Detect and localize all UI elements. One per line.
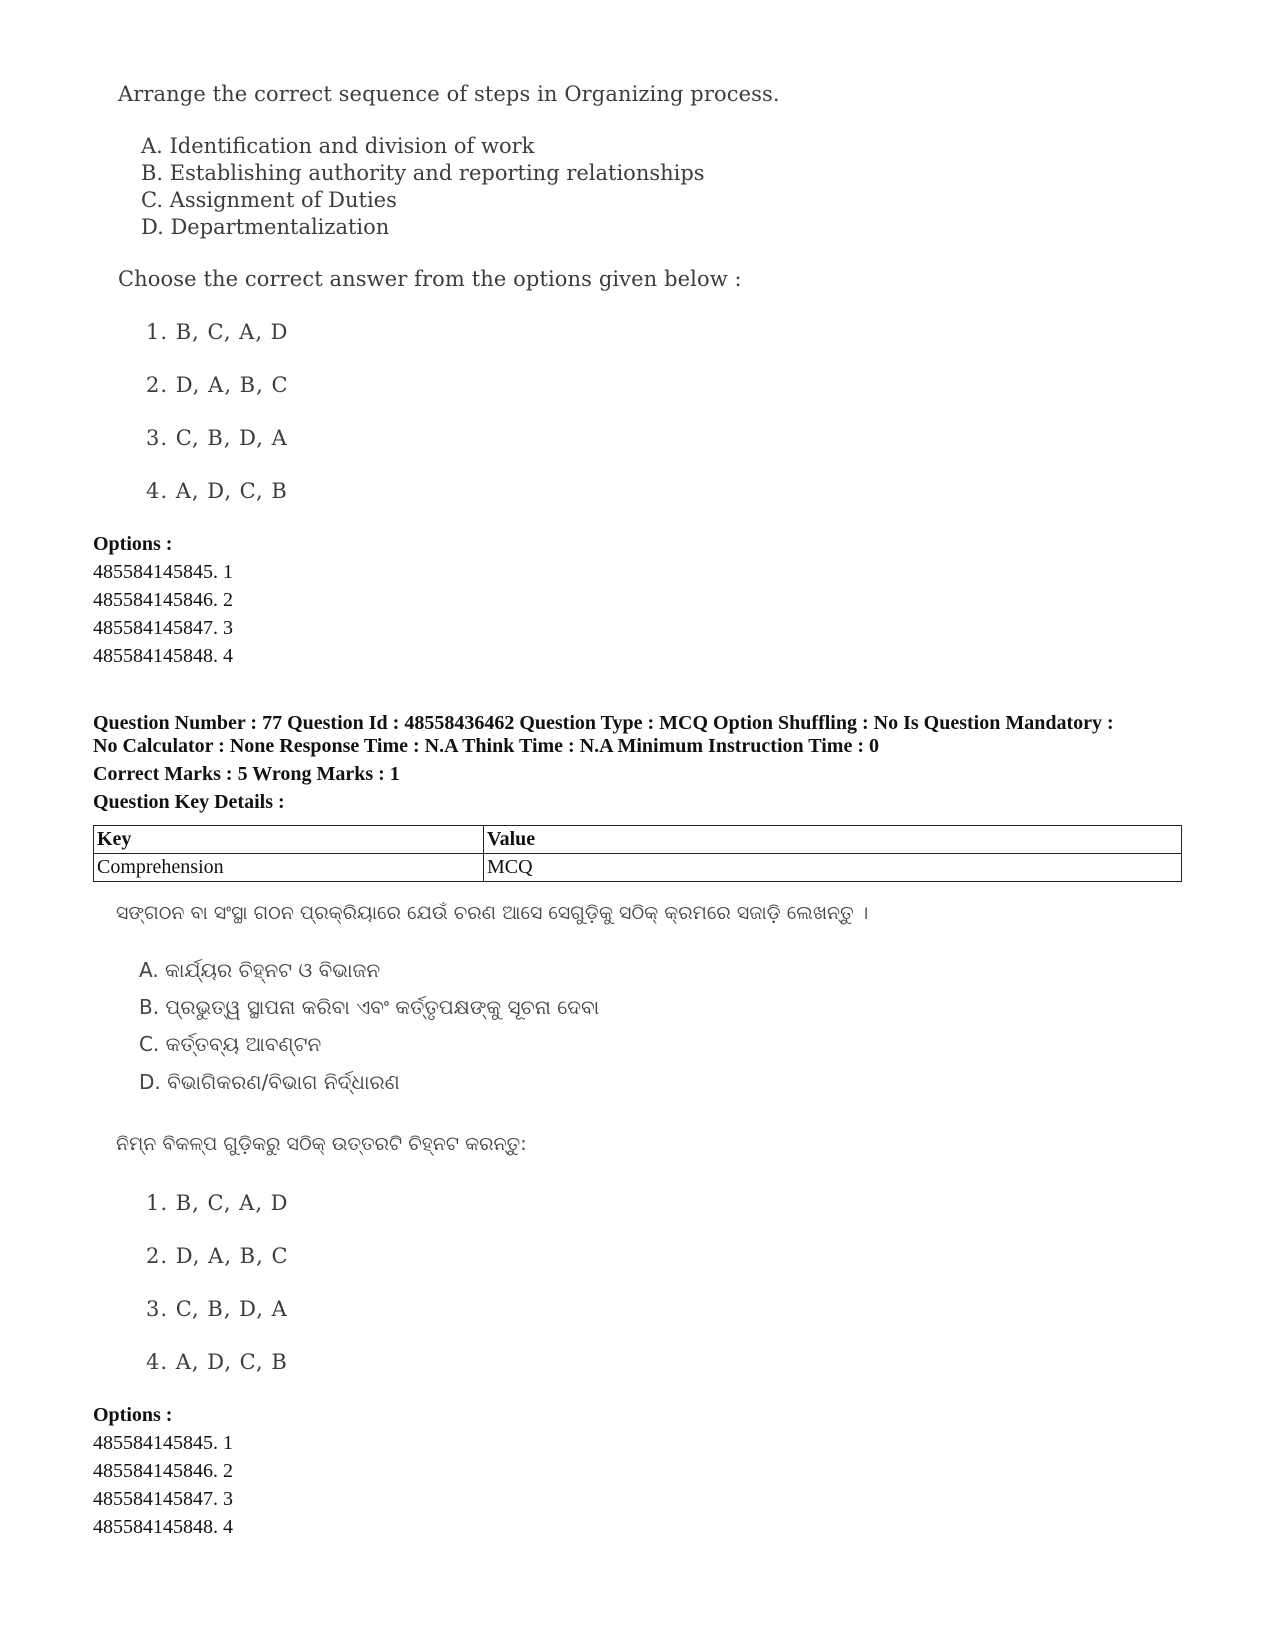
question-instruction: Choose the correct answer from the options given below : [118,267,742,291]
table-cell-key: Comprehension [94,854,484,882]
question-item-b-odia: B. ପ୍ରଭୁତ୍ୱ ସ୍ଥାପନା କରିବା ଏବଂ କର୍ତ୍ତୃପକ୍ଷଙ୍କୁ ସୂଚନା ଦେବା [139,995,600,1019]
question-meta-line2: No Calculator : None Response Time : N.A Think Time : N.A Minimum Instruction Time : 0 [93,735,879,757]
option-item: 485584145847. 3 [93,617,233,639]
question-item-d: D. Departmentalization [141,215,390,239]
question-item-a-odia: A. କାର୍ଯ୍ୟର ଚିହ୍ନଟ ଓ ବିଭାଜନ [139,958,381,982]
option-item: 485584145848. 4 [93,1516,233,1538]
answer-choice-1: 1. B, C, A, D [146,320,289,344]
question-meta-line1: Question Number : 77 Question Id : 48558436462 Question Type : MCQ Option Shuffling : No Is Question Mandatory : [93,712,1114,734]
answer-choice-4: 4. A, D, C, B [146,1350,288,1374]
key-details-table [93,825,1182,882]
answer-choice-2: 2. D, A, B, C [146,1244,289,1268]
options-label: Options : [93,1404,173,1426]
option-item: 485584145846. 2 [93,1460,233,1482]
key-details-label: Question Key Details : [93,791,285,813]
answer-choice-2: 2. D, A, B, C [146,373,289,397]
options-label: Options : [93,533,173,555]
question-stem: Arrange the correct sequence of steps in Organizing process. [118,82,780,106]
question-item-d-odia: D. ବିଭାଗିକରଣ/ବିଭାଗ ନିର୍ଦ୍ଧାରଣ [139,1070,400,1094]
option-item: 485584145847. 3 [93,1488,233,1510]
question-item-b: B. Establishing authority and reporting relationships [141,161,705,185]
question-item-c-odia: C. କର୍ତ୍ତବ୍ୟ ଆବଣ୍ଟନ [139,1032,322,1056]
table-row [94,854,1182,882]
question-item-c: C. Assignment of Duties [141,188,397,212]
table-header-key: Key [94,826,484,854]
option-item: 485584145846. 2 [93,589,233,611]
answer-choice-3: 3. C, B, D, A [146,426,288,450]
table-header-row [94,826,1182,854]
option-item: 485584145845. 1 [93,1432,233,1454]
table-header-value: Value [484,826,1182,854]
answer-choice-3: 3. C, B, D, A [146,1297,288,1321]
marks-line: Correct Marks : 5 Wrong Marks : 1 [93,763,400,785]
answer-choice-1: 1. B, C, A, D [146,1191,289,1215]
option-item: 485584145848. 4 [93,645,233,667]
question-item-a: A. Identification and division of work [141,134,535,158]
question-stem-odia: ସଙ୍ଗଠନ ବା ସଂସ୍ଥା ଗଠନ ପ୍ରକ୍ରିୟାରେ ଯେଉଁ ଚରଣ ଆସେ ସେଗୁଡ଼ିକୁ ସଠିକ୍ କ୍ରମରେ ସଜାଡ଼ି ଲେଖନ୍ତୁ । [116,902,869,924]
question-instruction-odia: ନିମ୍ନ ବିକଳ୍ପ ଗୁଡ଼ିକରୁ ସଠିକ୍ ଉତ୍ତରଟି ଚିହ୍ନଟ କରନ୍ତୁ: [116,1133,527,1155]
option-item: 485584145845. 1 [93,561,233,583]
answer-choice-4: 4. A, D, C, B [146,479,288,503]
table-cell-value: MCQ [484,854,1182,882]
